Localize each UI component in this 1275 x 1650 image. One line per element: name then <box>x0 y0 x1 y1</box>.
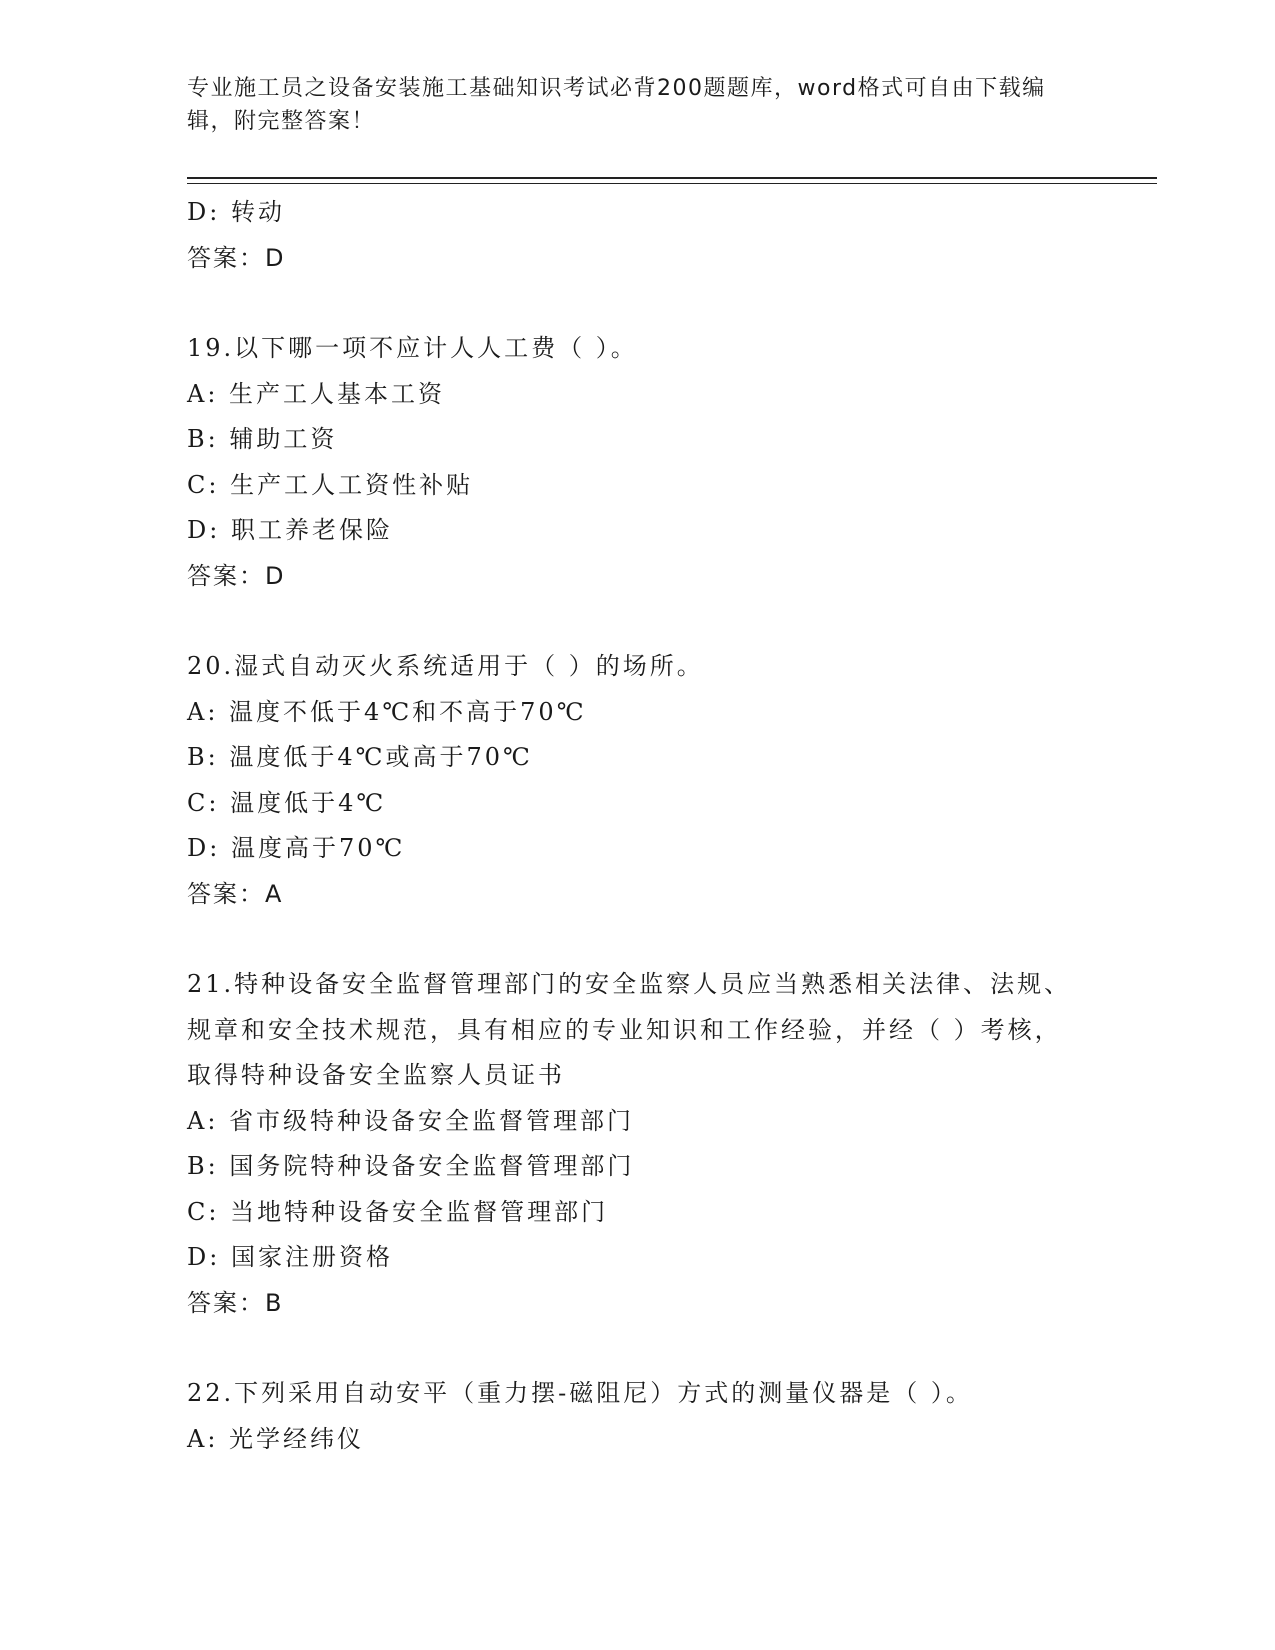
option-b: B: 辅助工资 <box>187 425 338 453</box>
option-b: B: 国务院特种设备安全监督管理部门 <box>187 1152 635 1180</box>
header-rule-thin <box>187 183 1157 184</box>
option-d: D: 温度高于70℃ <box>187 834 406 862</box>
option-c: C: 当地特种设备安全监督管理部门 <box>187 1197 609 1226</box>
document-page <box>187 0 1157 1650</box>
spacer <box>187 917 1087 962</box>
header-rule-thick <box>187 177 1157 179</box>
option-c: C: 生产工人工资性补贴 <box>187 470 474 499</box>
question-stem: 21.特种设备安全监督管理部门的安全监察人员应当熟悉相关法律、法规、规章和安全技术规范，具有相应的专业知识和工作经验，并经（ ）考核，取得特种设备安全监察人员证书 <box>187 970 1072 1089</box>
option-a: A: 省市级特种设备安全监督管理部门 <box>187 1106 635 1135</box>
question-22 <box>187 1371 1087 1462</box>
question-stem: 19.以下哪一项不应计人人工费（ ）。 <box>187 334 638 362</box>
option-c: C: 温度低于4℃ <box>187 788 387 817</box>
question-20 <box>187 644 1087 917</box>
spacer <box>187 1326 1087 1371</box>
question-stem: 22.下列采用自动安平（重力摆-磁阻尼）方式的测量仪器是（ ）。 <box>187 1379 973 1407</box>
answer-line: 答案：D <box>187 561 286 590</box>
spacer <box>187 281 1087 326</box>
spacer <box>187 599 1087 644</box>
document-header: 专业施工员之设备安装施工基础知识考试必背200题题库，word格式可自由下载编辑，附完整答案！ <box>187 76 1046 134</box>
question-19 <box>187 326 1087 599</box>
question-content <box>187 190 1087 1462</box>
option-a: A: 光学经纬仪 <box>187 1424 365 1453</box>
question-21 <box>187 962 1087 1326</box>
option-a: A: 生产工人基本工资 <box>187 379 446 408</box>
answer-line: 答案：D <box>187 243 286 272</box>
option-b: B: 温度低于4℃或高于70℃ <box>187 743 533 771</box>
option-a: A: 温度不低于4℃和不高于70℃ <box>187 697 587 726</box>
option-d: D: 转动 <box>187 198 285 226</box>
question-stem: 20.湿式自动灭火系统适用于（ ）的场所。 <box>187 652 704 680</box>
option-d: D: 职工养老保险 <box>187 516 393 544</box>
answer-line: 答案：A <box>187 879 284 908</box>
option-d: D: 国家注册资格 <box>187 1243 393 1271</box>
answer-line: 答案：B <box>187 1288 284 1317</box>
